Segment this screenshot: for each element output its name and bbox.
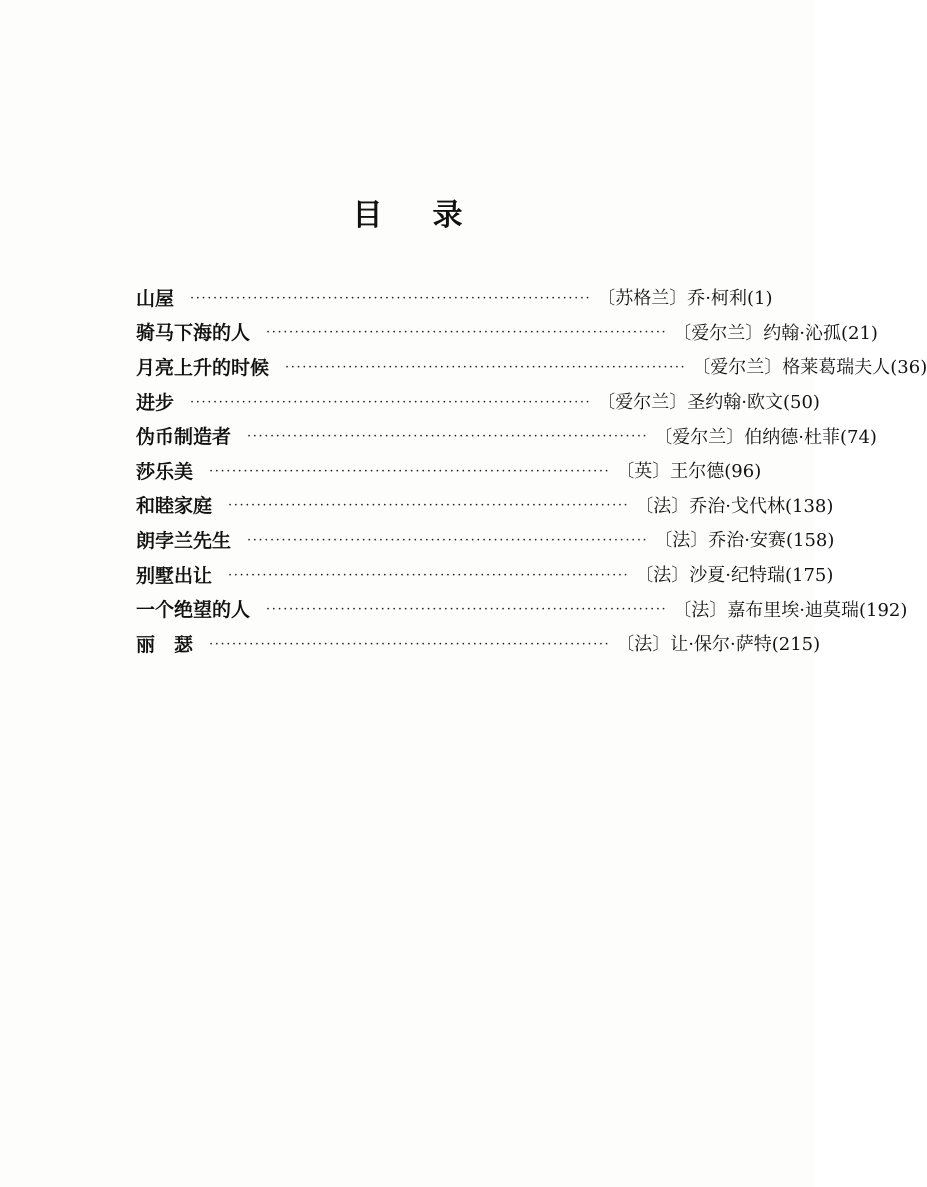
- toc-title: 朗孛兰先生: [136, 529, 232, 552]
- toc-entry: [136, 626, 821, 661]
- toc-title: 山屋: [136, 287, 175, 310]
- toc-author-page: 〔法〕乔治·安赛(158): [654, 530, 835, 552]
- dot-leader: ······································································: [209, 636, 611, 652]
- toc-entry: [136, 280, 773, 315]
- toc-author-page: 〔爱尔兰〕伯纳德·杜菲(74): [654, 426, 877, 448]
- toc-title: 进步: [136, 391, 175, 414]
- toc-author-page: 〔法〕沙夏·纪特瑞(175): [635, 565, 834, 587]
- toc-entry: [136, 384, 820, 419]
- dot-leader: ······································································: [190, 290, 592, 306]
- dot-leader: ······································································: [228, 567, 630, 583]
- title-char-2: 录: [432, 198, 463, 233]
- toc-entry: [136, 418, 877, 453]
- toc-entry: [136, 557, 834, 592]
- toc-author-page: 〔爱尔兰〕格莱葛瑞夫人(36): [692, 357, 927, 379]
- title-char-1: 目: [352, 198, 383, 233]
- dot-leader: ······································································: [266, 325, 668, 341]
- toc-title: 别墅出让: [136, 564, 213, 587]
- toc-entry: [136, 349, 927, 384]
- toc-author-page: 〔苏格兰〕乔·柯利(1): [597, 288, 773, 310]
- toc-title: 伪币制造者: [136, 426, 232, 449]
- dot-leader: ······································································: [228, 498, 630, 514]
- toc-title: 丽 瑟: [136, 633, 194, 656]
- toc-author-page: 〔爱尔兰〕圣约翰·欧文(50): [597, 392, 820, 414]
- dot-leader: ······································································: [285, 359, 687, 375]
- toc-entry: [136, 488, 834, 523]
- toc-author-page: 〔爱尔兰〕约翰·沁孤(21): [673, 322, 878, 344]
- dot-leader: ······································································: [266, 602, 668, 618]
- table-of-contents: [136, 280, 927, 661]
- toc-entry: [136, 315, 878, 350]
- toc-title: 和睦家庭: [136, 495, 213, 518]
- toc-author-page: 〔法〕嘉布里埃·迪莫瑞(192): [673, 599, 908, 621]
- toc-author-page: 〔英〕王尔德(96): [616, 461, 762, 483]
- toc-entry: [136, 522, 835, 557]
- toc-author-page: 〔法〕乔治·戈代林(138): [635, 495, 834, 517]
- dot-leader: ······································································: [247, 429, 649, 445]
- toc-title: 骑马下海的人: [136, 322, 251, 345]
- toc-title: 月亮上升的时候: [136, 356, 270, 379]
- dot-leader: ······································································: [209, 463, 611, 479]
- page-title: [0, 190, 815, 234]
- toc-author-page: 〔法〕让·保尔·萨特(215): [616, 634, 821, 656]
- dot-leader: ······································································: [190, 394, 592, 410]
- toc-title: 莎乐美: [136, 460, 194, 483]
- toc-entry: [136, 591, 908, 626]
- toc-entry: [136, 453, 762, 488]
- toc-title: 一个绝望的人: [136, 599, 251, 622]
- dot-leader: ······································································: [247, 532, 649, 548]
